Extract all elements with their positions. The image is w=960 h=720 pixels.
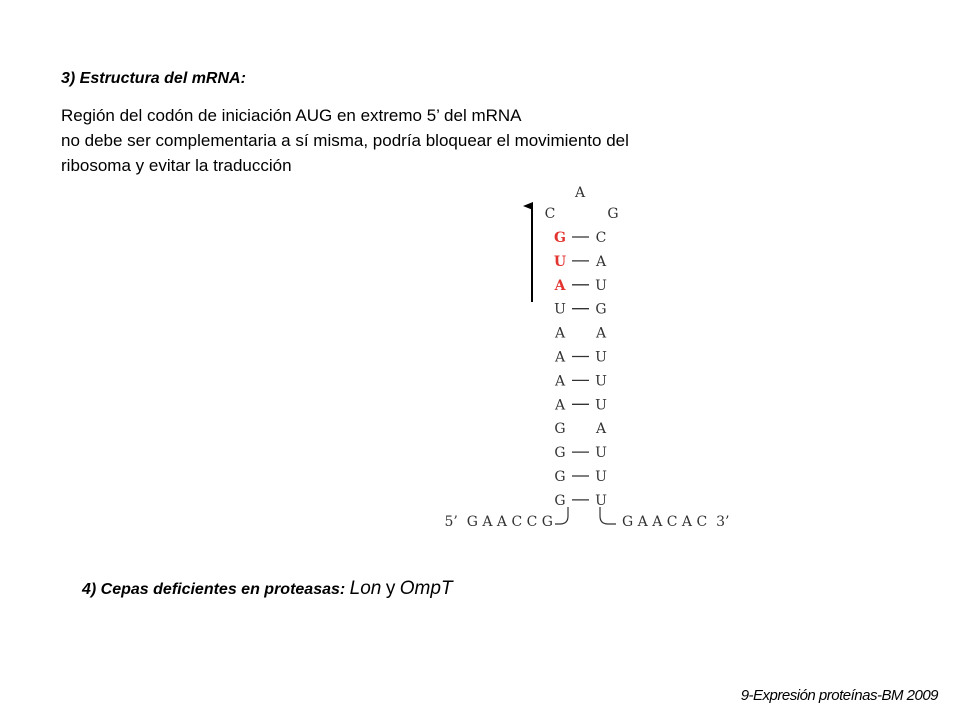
stem-left-base: G bbox=[554, 445, 566, 462]
loop-right-base: G bbox=[607, 206, 619, 222]
stem-left-base: A bbox=[554, 373, 566, 390]
section-4-lead: 4) Cepas deficientes en proteasas: bbox=[82, 581, 346, 598]
gene-ompt: OmpT bbox=[399, 578, 453, 599]
stem-right-base: U bbox=[595, 445, 607, 462]
stem-right-base: U bbox=[595, 277, 607, 294]
section-3-title: 3) Estructura del mRNA: bbox=[61, 70, 246, 87]
section-4-title bbox=[82, 578, 453, 600]
stem-right-base: A bbox=[595, 325, 607, 342]
stem-left-base: G bbox=[554, 492, 566, 509]
stem-right-base: A bbox=[595, 253, 607, 270]
stem-left-base: U bbox=[554, 301, 566, 318]
stem-left-base: U bbox=[553, 253, 567, 270]
stem-right-base: U bbox=[595, 492, 607, 509]
stem-right-base: G bbox=[595, 301, 607, 318]
body-line-3: ribosoma y evitar la traducción bbox=[61, 156, 292, 175]
conjunction: y bbox=[385, 578, 396, 599]
gene-lon: Lon bbox=[349, 578, 382, 599]
tail-right-connector bbox=[600, 507, 616, 524]
tail-5prime: 5’ G A A C C G bbox=[444, 514, 553, 530]
stem-right-base: U bbox=[595, 349, 607, 366]
stem-right-base: U bbox=[595, 397, 607, 414]
stem-right-base: U bbox=[595, 373, 607, 390]
stem-left-base: A bbox=[554, 349, 566, 366]
body-line-1: Región del codón de iniciación AUG en extremo 5’ del mRNA bbox=[61, 106, 522, 125]
stem-left-base: A bbox=[554, 397, 566, 414]
stem-left-base: A bbox=[554, 325, 566, 342]
stem-right-base: A bbox=[595, 421, 607, 438]
tail-left-connector bbox=[555, 507, 568, 524]
stem-right-base: C bbox=[595, 230, 607, 246]
stem-left-base: G bbox=[554, 469, 566, 485]
stem-left-base: A bbox=[554, 277, 566, 294]
loop-left-base: C bbox=[544, 206, 556, 222]
tail-3prime: G A A C A C 3’ bbox=[622, 514, 730, 530]
stem-left-base: G bbox=[554, 421, 566, 438]
stem-left-base: G bbox=[554, 230, 566, 246]
stem-right-base: U bbox=[595, 469, 607, 485]
loop-top-base: A bbox=[574, 185, 586, 201]
body-line-2: no debe ser complementaria a sí misma, podría bloquear el movimiento del bbox=[61, 131, 629, 150]
footer-label: 9-Expresión proteínas-BM 2009 bbox=[740, 687, 938, 704]
